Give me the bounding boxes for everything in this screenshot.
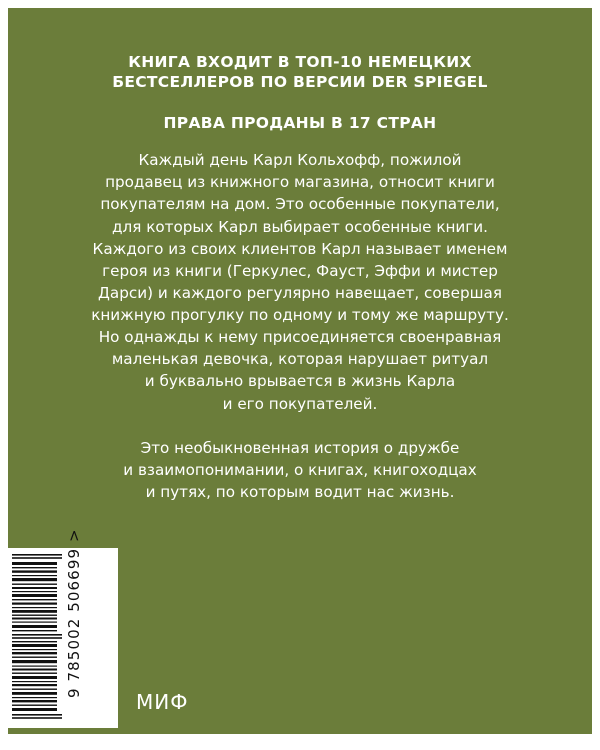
barcode-icon [12, 554, 62, 722]
paragraph-line: Дарси) и каждого регулярно навещает, совершая [98, 284, 502, 303]
paragraph-line: Это необыкновенная история о дружбе [140, 439, 460, 457]
paragraph-line: Каждый день Карл Кольхофф, пожилой [138, 151, 462, 169]
back-cover [8, 8, 592, 734]
isbn-number: 9 785002 506699 > [65, 528, 83, 698]
paragraph-line: для которых Карл выбирает особенные книги. [112, 217, 488, 236]
headline-line: КНИГА ВХОДИТ В ТОП-10 НЕМЕЦКИХ [128, 53, 472, 71]
paragraph-line: книжную прогулку по одному и тому же маршруту. [91, 306, 509, 325]
description-paragraph-1 [8, 149, 592, 327]
publisher-logo: МИФ [136, 690, 189, 714]
paragraph-line: продавец из книжного магазина, относит книги [105, 173, 495, 192]
isbn-barcode [8, 528, 118, 728]
paragraph-line: и его покупателей. [222, 394, 378, 413]
headline-line: БЕСТСЕЛЛЕРОВ ПО ВЕРСИИ DER SPIEGEL [112, 73, 488, 91]
paragraph-line: и взаимопонимании, о книгах, книгоходцах [123, 461, 477, 480]
paragraph-line: покупателям на дом. Это особенные покупатели, [100, 195, 500, 214]
paragraph-line: и путях, по которым водит нас жизнь. [145, 483, 455, 502]
paragraph-line: и буквально врывается в жизнь Карла [144, 372, 456, 391]
bestseller-headline [8, 52, 592, 92]
rights-headline [8, 113, 592, 133]
description-paragraph-3 [8, 437, 592, 504]
paragraph-line: героя из книги (Геркулес, Фауст, Эффи и мистер [102, 262, 498, 281]
paragraph-line: Но однажды к нему присоединяется своенравная [98, 328, 502, 346]
paragraph-line: Каждого из своих клиентов Карл называет именем [92, 239, 508, 258]
paragraph-line: маленькая девочка, которая нарушает ритуал [111, 350, 489, 369]
description-paragraph-2 [8, 326, 592, 415]
rights-headline-text: ПРАВА ПРОДАНЫ В 17 СТРАН [163, 114, 437, 132]
